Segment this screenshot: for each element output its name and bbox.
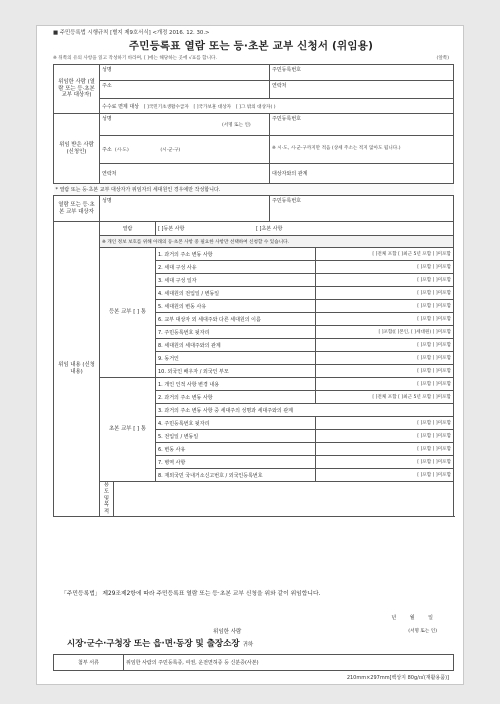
view-label: 열람 <box>100 222 156 236</box>
deungbon-item-text: 5. 세대원의 변동 사유 <box>156 300 316 313</box>
privacy-warning: ※ 개인 정보 보호를 위해 아래의 등·초본 사항 중 필요한 사항만 선택하여 신청할 수 있습니다. <box>100 236 454 248</box>
delegatee-address-note: ※ 시·도, 시·군·구까지만 적음 (상세 주소는 적지 않아도 됩니다.) <box>270 136 454 164</box>
page-side-flag: (앞쪽) <box>436 56 449 61</box>
delegatee-relation-label: 대상자와의 관계 <box>272 171 308 177</box>
deungbon-item-options[interactable]: [ ]전체 포함 [ ]최근 5년 포함 [ ]미포함 <box>316 248 454 261</box>
deungbon-item-text: 2. 세대 구성 사유 <box>156 261 316 274</box>
form-notice <box>53 55 449 61</box>
deungbon-item-options[interactable]: [ ]포함 [ ]미포함 <box>316 313 454 326</box>
delegator-contact-label: 연락처 <box>272 83 287 89</box>
deungbon-item-text: 4. 세대원의 전입일 / 변동일 <box>156 287 316 300</box>
chobon-item-text: 4. 주민등록번호 뒷자리 <box>156 417 316 430</box>
delegator-name-field[interactable] <box>100 65 270 81</box>
chobon-issue-label: 초본 교부 [ ] 통 <box>100 378 156 482</box>
delegatee-rrn-field[interactable] <box>270 114 454 136</box>
fee-exemption-row <box>100 99 454 114</box>
signer-label: 위임한 사람 <box>213 629 242 635</box>
deungbon-item-options[interactable]: [ ]포함 [ ]미포함 <box>316 339 454 352</box>
deungbon-item-options[interactable]: [ ]포함 [ ]미포함 <box>316 287 454 300</box>
deungbon-item-options[interactable]: [ ]포함 [ ]미포함 <box>316 261 454 274</box>
attachment-label: 첨부 서류 <box>54 655 124 671</box>
application-table <box>53 64 453 517</box>
delegatee-rrn-label: 주민등록번호 <box>272 116 301 122</box>
deungbon-item-text: 3. 세대 구성 일자 <box>156 274 316 287</box>
view-option-chobon[interactable]: [ ]초본 사항 <box>256 226 283 232</box>
deungbon-item-text: 8. 세대원의 세대주와의 관계 <box>156 339 316 352</box>
household-note: * 열람 또는 등·초본 교부 대상자가 위임자의 세대원인 경우에만 작성합니다. <box>54 184 454 196</box>
deungbon-item-options[interactable]: [ ]포함 [ ]미포함 <box>316 300 454 313</box>
chobon-item-options[interactable]: [ ]포함 [ ]미포함 <box>316 430 454 443</box>
deungbon-item-options[interactable]: [ ]포함 [ ]미포함 <box>316 274 454 287</box>
deungbon-item-options[interactable]: [ ]포함([ ]본인, [ ]세대원) [ ]미포함 <box>316 326 454 339</box>
purpose-field[interactable] <box>114 482 454 517</box>
view-option-deungbon[interactable]: [ ]등본 사항 <box>158 226 185 232</box>
delegatee-address-field[interactable] <box>100 136 270 164</box>
chobon-item-options[interactable]: [ ]포함 [ ]미포함 <box>316 443 454 456</box>
addressee <box>67 637 253 649</box>
chobon-item-text: 3. 과거의 주소 변동 사항 중 세대주의 성명과 세대주와의 관계 <box>156 404 454 417</box>
delegatee-district-label: (시·군·구) <box>160 148 181 153</box>
chobon-item-options[interactable]: [ ]포함 [ ]미포함 <box>316 469 454 482</box>
deungbon-item-text: 10. 외국인 배우자 / 외국인 부모 <box>156 365 316 378</box>
chobon-item-text: 5. 전입일 / 변동일 <box>156 430 316 443</box>
delegator-address-field[interactable] <box>100 81 270 99</box>
chobon-item-options[interactable]: [ ]포함 [ ]미포함 <box>316 456 454 469</box>
delegator-address-label: 주소 <box>102 83 112 89</box>
delegatee-contact-field[interactable] <box>100 164 270 184</box>
deungbon-item-text: 7. 주민등록번호 뒷자리 <box>156 326 316 339</box>
delegatee-city-label: (시·도) <box>114 148 129 153</box>
delegatee-name-label: 성명 <box>102 116 112 122</box>
fee-option-basic-livelihood[interactable]: [ ]국민기초생활수급자 <box>143 104 189 110</box>
addressee-text: 시장·군수·구청장 또는 읍·면·동장 및 출장소장 <box>67 639 240 649</box>
chobon-item-options[interactable]: [ ]전체 포함 [ ]최근 5년 포함 [ ]미포함 <box>316 391 454 404</box>
subject-label: 열람 또는 등·초본 교부 대상자 <box>54 196 100 222</box>
signer-sign-note[interactable]: (서명 또는 인) <box>408 629 437 634</box>
delegatee-relation-field[interactable] <box>270 164 454 184</box>
delegator-rrn-label: 주민등록번호 <box>272 67 301 73</box>
paper-spec: 210mm×297mm[백상지 80g/㎡(재활용품)] <box>346 675 449 681</box>
view-options <box>156 222 454 236</box>
deungbon-issue-label: 등본 교부 [ ] 통 <box>100 248 156 378</box>
attachment-table <box>53 654 453 671</box>
delegator-contact-field[interactable] <box>270 81 454 99</box>
delegatee-contact-label: 연락처 <box>102 171 117 177</box>
chobon-item-text: 6. 변동 사유 <box>156 443 316 456</box>
chobon-item-text: 1. 개인 인적 사항 변경 내용 <box>156 378 316 391</box>
deungbon-item-options[interactable]: [ ]포함 [ ]미포함 <box>316 365 454 378</box>
deungbon-item-options[interactable]: [ ]포함 [ ]미포함 <box>316 352 454 365</box>
fee-option-veteran[interactable]: [ ]국가보훈 대상자 <box>193 104 232 110</box>
delegatee-address-label: 주소 <box>102 147 112 153</box>
purpose-label: 용도 및 목적 <box>100 482 114 517</box>
delegatee-sign-note: (서명 또는 인) <box>222 123 251 128</box>
notice-text: ※ 뒤쪽의 유의 사항을 읽고 작성하기 바라며, [ ]에는 해당하는 곳에 √표를 합니다. <box>53 56 217 61</box>
addressee-suffix: 귀하 <box>242 642 254 648</box>
deungbon-item-text: 6. 교부 대상자 외 세대주와 다른 세대원의 이름 <box>156 313 316 326</box>
chobon-item-text: 2. 과거의 주소 변동 사항 <box>156 391 316 404</box>
fee-option-other[interactable]: [ ]그 밖의 대상자( ) <box>235 104 276 110</box>
subject-name-field[interactable] <box>100 196 270 222</box>
attachment-value: 위임한 사람의 주민등록증, 여권, 운전면허증 등 신분증(사본) <box>124 655 454 671</box>
subject-rrn-label: 주민등록번호 <box>272 198 301 204</box>
delegator-rrn-field[interactable] <box>270 65 454 81</box>
subject-rrn-field[interactable] <box>270 196 454 222</box>
deungbon-item-text: 1. 과거의 주소 변동 사항 <box>156 248 316 261</box>
date-line[interactable]: 년 월 일 <box>391 615 433 621</box>
delegatee-name-field[interactable] <box>100 114 270 136</box>
content-label: 위임 내용 (신청 내용) <box>54 222 100 517</box>
delegatee-label: 위임 받은 사람 (신청인) <box>54 114 100 184</box>
form-page <box>36 25 464 685</box>
chobon-item-text: 8. 재외국민 국내거소신고번호 / 외국인등록번호 <box>156 469 316 482</box>
subject-name-label: 성명 <box>102 198 112 204</box>
chobon-item-text: 7. 병역 사항 <box>156 456 316 469</box>
chobon-item-options[interactable]: [ ]포함 [ ]미포함 <box>316 417 454 430</box>
form-header: ■ 주민등록법 시행규칙 [별지 제9호서식] <개정 2016. 12. 30.> <box>53 30 210 36</box>
delegator-name-label: 성명 <box>102 67 112 73</box>
declaration-text: 「주민등록법」 제29조제2항에 따라 주민등록표 열람 또는 등·초본 교부 신청을 위와 같이 위임합니다. <box>61 591 321 597</box>
fee-exemption-label: 수수료 면제 대상 <box>102 103 139 110</box>
deungbon-item-text: 9. 동거인 <box>156 352 316 365</box>
form-title: 주민등록표 열람 또는 등·초본 교부 신청서 (위임용) <box>128 40 374 52</box>
chobon-item-options[interactable]: [ ]포함 [ ]미포함 <box>316 378 454 391</box>
delegator-label: 위임한 사람 (열람 또는 등·초본 교부 대상자) <box>54 65 100 114</box>
